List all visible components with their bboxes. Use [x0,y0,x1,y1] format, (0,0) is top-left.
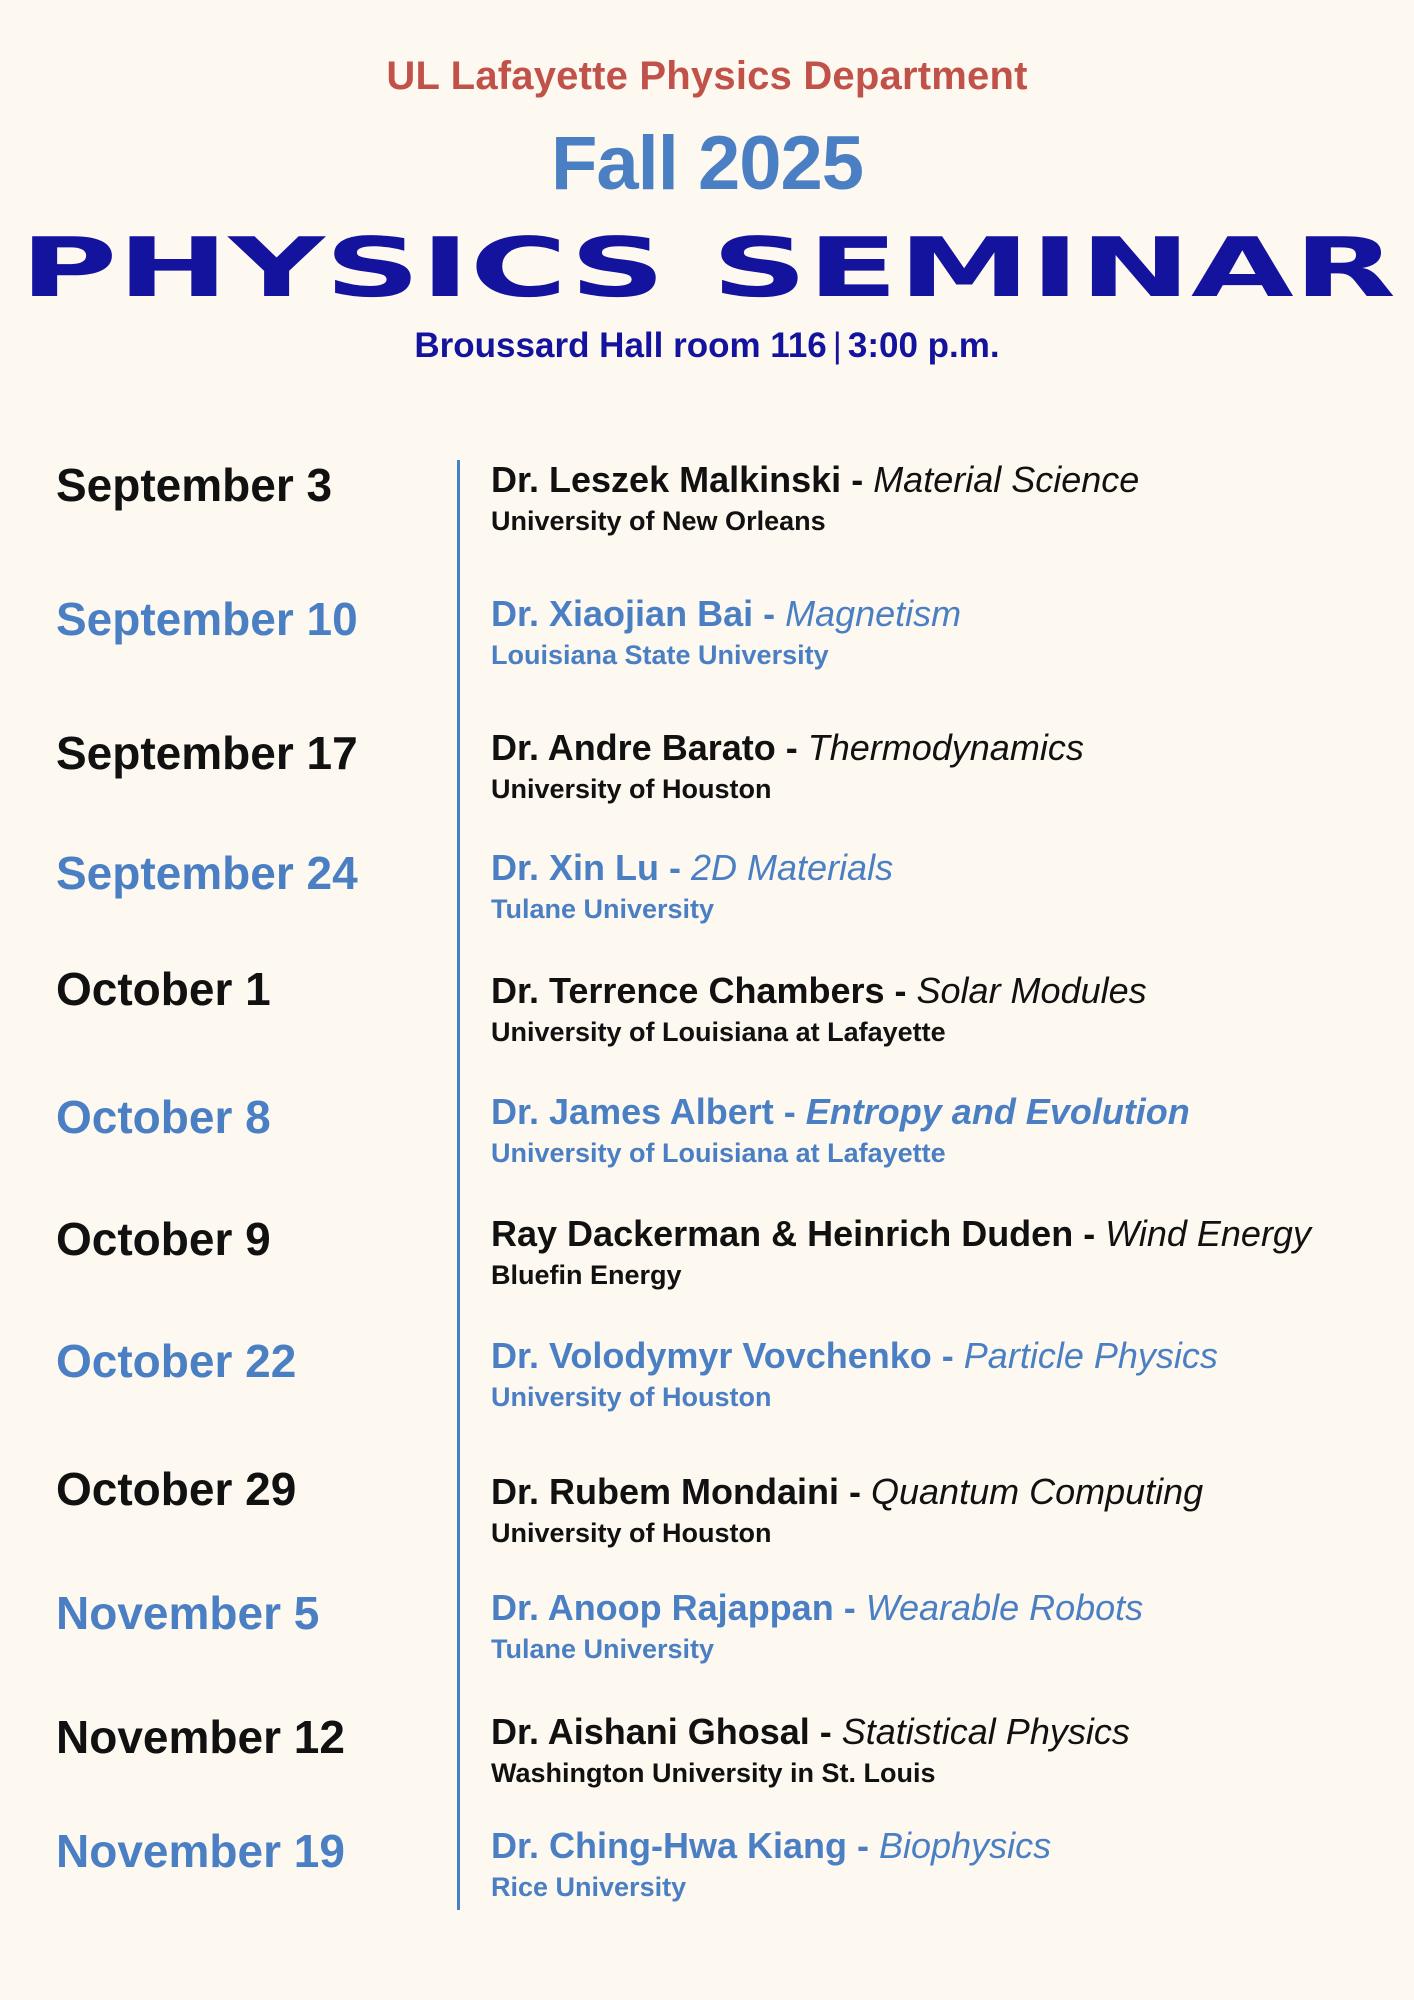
seminar-topic: Wind Energy [1105,1213,1311,1254]
speaker-institution: Bluefin Energy [491,1260,682,1290]
speaker-institution: Louisiana State University [491,640,829,670]
seminar-info [491,458,1139,540]
speaker-name: Dr. Leszek Malkinski [491,459,842,500]
speaker-name: Ray Dackerman & Heinrich Duden [491,1213,1074,1254]
seminar-info [491,1586,1143,1668]
speaker-institution: Tulane University [491,894,715,924]
seminar-info [491,1710,1130,1792]
separator: - [659,847,692,888]
term-heading: Fall 2025 [550,121,864,206]
speaker-institution: Rice University [491,1872,687,1902]
seminar-date: October 9 [56,1213,271,1265]
seminar-topic: Material Science [873,459,1140,500]
seminar-info [491,846,893,928]
seminar-topic: Particle Physics [963,1335,1218,1376]
seminar-date: October 22 [56,1335,297,1387]
seminar-topic: 2D Materials [691,847,894,888]
seminar-info [491,1470,1203,1552]
seminar-topic: Quantum Computing [871,1471,1204,1512]
seminar-info [491,726,1084,808]
separator: - [773,1091,806,1132]
venue-separator: | [832,326,842,365]
speaker-name: Dr. Volodymyr Vovchenko [491,1335,932,1376]
speaker-name: Dr. Andre Barato [491,727,776,768]
seminar-date: September 17 [56,727,358,779]
separator: - [839,1471,872,1512]
seminar-info [491,969,1147,1051]
speaker-institution: University of Louisiana at Lafayette [491,1138,946,1168]
seminar-date: October 8 [56,1091,271,1143]
separator: - [841,459,874,500]
speaker-institution: University of Louisiana at Lafayette [491,1017,946,1047]
seminar-date: November 5 [56,1587,320,1639]
seminar-topic: Wearable Robots [865,1587,1144,1628]
seminar-info [491,1090,1190,1172]
seminar-date: September 24 [56,847,358,899]
speaker-name: Dr. Xin Lu [491,847,660,888]
speaker-institution: Tulane University [491,1634,715,1664]
venue-time: 3:00 p.m. [847,326,1000,365]
separator: - [931,1335,964,1376]
separator: - [884,970,917,1011]
department-name: UL Lafayette Physics Department [386,54,1028,98]
seminar-date: September 3 [56,459,333,511]
speaker-name: Dr. Rubem Mondaini [491,1471,840,1512]
seminar-date: November 12 [56,1711,345,1763]
speaker-name: Dr. Xiaojian Bai [491,593,754,634]
speaker-institution: University of Houston [491,774,772,804]
seminar-info [491,1824,1051,1906]
seminar-info [491,592,961,674]
speaker-name: Dr. Ching-Hwa Kiang [491,1825,848,1866]
separator: - [753,593,786,634]
speaker-name: Dr. Aishani Ghosal [491,1711,810,1752]
seminar-date: November 19 [56,1825,345,1877]
seminar-date: September 10 [56,593,358,645]
separator: - [847,1825,880,1866]
speaker-institution: University of Houston [491,1382,772,1412]
speaker-name: Dr. Anoop Rajappan [491,1587,834,1628]
seminar-topic: Thermodynamics [807,727,1084,768]
seminar-info [491,1212,1311,1294]
seminar-topic: Magnetism [785,593,962,634]
schedule-divider [457,460,460,1910]
speaker-institution: University of Houston [491,1518,772,1548]
seminar-date: October 1 [56,963,271,1015]
seminar-topic: Solar Modules [916,970,1147,1011]
seminar-info [491,1334,1218,1416]
seminar-topic: Biophysics [879,1825,1052,1866]
separator: - [1073,1213,1106,1254]
seminar-topic: Entropy and Evolution [805,1091,1190,1132]
seminar-date: October 29 [56,1463,297,1515]
venue-location: Broussard Hall room 116 [414,326,827,365]
separator: - [775,727,808,768]
poster-title: PHYSICS SEMINAR [19,221,1396,316]
separator: - [809,1711,842,1752]
seminar-topic: Statistical Physics [841,1711,1130,1752]
speaker-institution: University of New Orleans [491,506,826,536]
speaker-name: Dr. Terrence Chambers [491,970,885,1011]
speaker-institution: Washington University in St. Louis [491,1758,936,1788]
speaker-name: Dr. James Albert [491,1091,774,1132]
venue-line [0,326,1414,366]
separator: - [833,1587,866,1628]
